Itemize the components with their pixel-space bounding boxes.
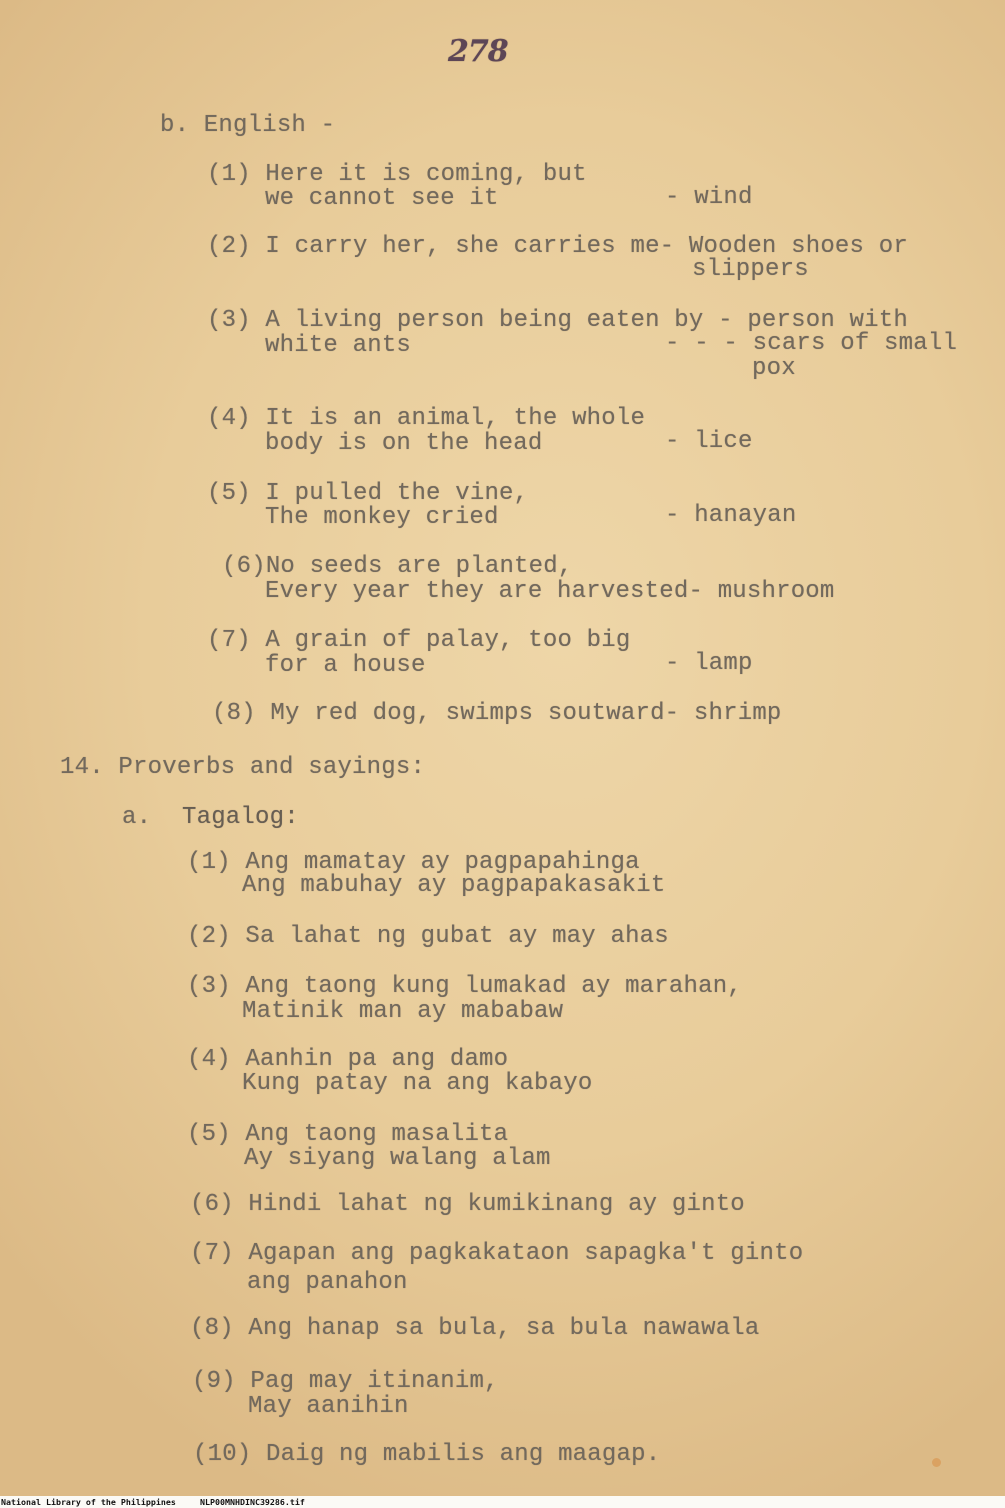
proverb-7-line-1 (190, 1242, 803, 1266)
riddle-6-line-1 (222, 555, 572, 579)
riddle-number: (2) (207, 233, 251, 260)
riddle-3-answer-line-2: - - - scars of small (665, 330, 958, 357)
proverb-8-line-1 (190, 1317, 760, 1341)
proverb-number: (8) (190, 1315, 234, 1342)
riddle-number: (7) (207, 627, 251, 654)
proverb-9-line-1 (192, 1370, 499, 1394)
proverb-7-line-2: ang panahon (247, 1269, 408, 1296)
proverb-4-line-1 (187, 1048, 508, 1072)
riddle-5-line-2: The monkey cried (265, 504, 499, 531)
riddle-text: A living person being eaten by (265, 307, 704, 334)
proverb-3-line-1 (187, 975, 742, 999)
riddle-text: A grain of palay, too big (265, 627, 631, 654)
proverb-text: Ang taong kung lumakad ay marahan, (245, 973, 742, 1000)
riddle-text: Here it is coming, but (265, 161, 587, 188)
riddle-7-answer: - lamp (665, 650, 753, 677)
paper-stain (932, 1458, 941, 1467)
riddle-1-line-2: we cannot see it (265, 185, 499, 212)
riddle-number: (1) (207, 161, 251, 188)
riddle-number: (5) (207, 480, 251, 507)
proverb-6-line-1 (190, 1193, 745, 1217)
riddle-4-line-2: body is on the head (265, 430, 543, 457)
section-number: 14. (60, 754, 104, 781)
proverb-text: Daig ng mabilis ang maagap. (266, 1441, 661, 1468)
proverb-text: Aanhin pa ang damo (245, 1046, 509, 1073)
proverb-4-line-2: Kung patay na ang kabayo (242, 1070, 593, 1097)
footer-filename: NLP00MNHDINC39286.tif (200, 1497, 305, 1507)
proverb-10-line-1 (193, 1443, 660, 1467)
section-heading-english: b. English - (160, 112, 336, 139)
proverb-number: (9) (192, 1368, 236, 1395)
riddle-5-line-1 (207, 482, 528, 506)
proverb-text: Pag may itinanim, (250, 1368, 499, 1395)
section-title: Proverbs and sayings: (118, 754, 426, 781)
proverb-number: (2) (187, 923, 231, 950)
riddle-7-line-2: for a house (265, 652, 426, 679)
riddle-1-line-1 (207, 163, 587, 187)
riddle-text: No seeds are planted, (265, 553, 573, 580)
proverb-3-line-2: Matinik man ay mababaw (242, 998, 564, 1025)
section-heading-proverbs (60, 756, 425, 780)
riddle-4-line-1 (207, 407, 645, 431)
riddle-5-answer: - hanayan (665, 502, 797, 529)
proverb-9-line-2: May aanihin (248, 1393, 409, 1420)
riddle-text: I carry her, she carries me- (265, 233, 675, 260)
riddle-number: (4) (207, 405, 251, 432)
riddle-answer: shrimp (693, 700, 782, 727)
scan-footer (0, 1496, 1005, 1508)
riddle-answer: - person with (718, 307, 908, 334)
proverb-number: (4) (187, 1046, 231, 1073)
riddle-3-line-2: white ants (265, 332, 412, 359)
riddle-2-answer-line-2: slippers (692, 256, 809, 283)
riddle-7-line-1 (207, 629, 630, 653)
proverb-text: Ang mamatay ay pagpapahinga (245, 849, 640, 876)
proverb-number: (3) (187, 973, 231, 1000)
proverb-1-line-2: Ang mabuhay ay pagpapakasakit (242, 872, 666, 899)
riddle-answer: mushroom (717, 578, 835, 605)
riddle-answer: Wooden shoes or (688, 233, 908, 260)
riddle-text: It is an animal, the whole (265, 405, 646, 432)
riddle-4-answer: - lice (665, 428, 753, 455)
proverb-number: (1) (187, 849, 231, 876)
proverb-number: (10) (193, 1441, 252, 1468)
riddle-text: My red dog, swimps soutward- (270, 700, 680, 727)
proverb-text: Ang hanap sa bula, sa bula nawawala (248, 1315, 760, 1342)
footer-institution: National Library of the Philippines (1, 1497, 176, 1507)
riddle-number: (3) (207, 307, 251, 334)
proverb-text: Agapan ang pagkakataon sapagka't ginto (248, 1240, 804, 1267)
riddle-3-answer-line-3: pox (752, 355, 796, 382)
page-number: 278 (448, 34, 508, 69)
riddle-1-answer: - wind (665, 184, 753, 211)
riddle-8-line-1 (212, 702, 782, 726)
subsection-label: a. (122, 804, 152, 831)
riddle-text: Every year they are harvested- (265, 578, 704, 605)
proverb-5-line-2: Ay siyang walang alam (244, 1145, 551, 1172)
proverb-5-line-1 (187, 1123, 508, 1147)
riddle-number: (8) (212, 700, 256, 727)
riddle-text: I pulled the vine, (265, 480, 529, 507)
proverb-number: (7) (190, 1240, 234, 1267)
proverb-2-line-1 (187, 925, 669, 949)
proverb-number: (5) (187, 1121, 231, 1148)
riddle-number: (6) (222, 553, 266, 580)
proverb-number: (6) (190, 1191, 234, 1218)
riddle-6-line-2 (265, 580, 835, 604)
proverb-text: Ang taong masalita (245, 1121, 509, 1148)
proverb-text: Sa lahat ng gubat ay may ahas (245, 923, 669, 950)
proverb-text: Hindi lahat ng kumikinang ay ginto (248, 1191, 745, 1218)
subsection-heading-tagalog: Tagalog: (182, 804, 299, 831)
